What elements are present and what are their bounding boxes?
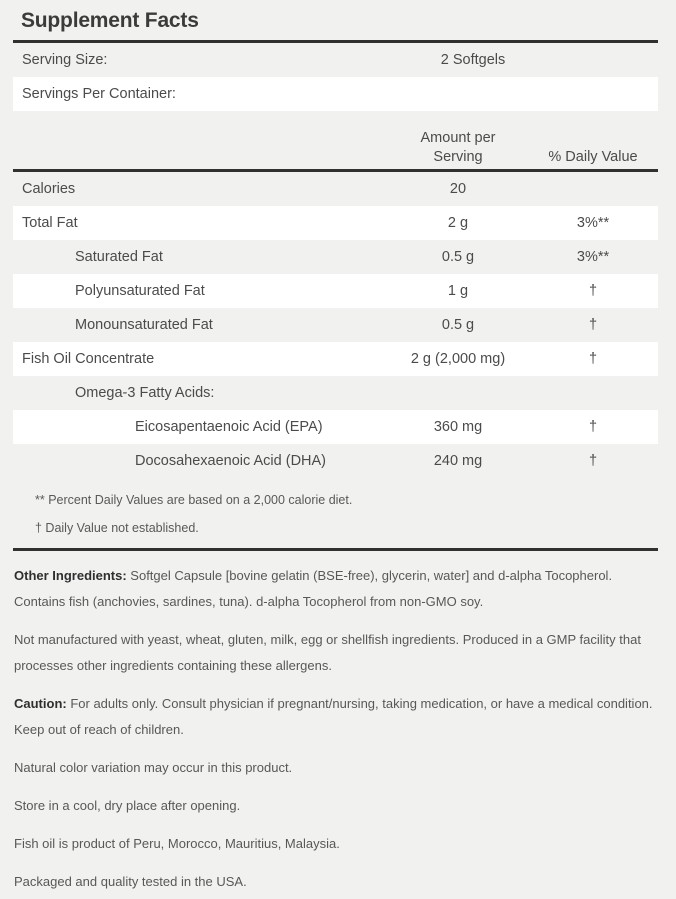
table-row bbox=[13, 444, 658, 478]
paragraph-text: Store in a cool, dry place after opening. bbox=[14, 798, 241, 813]
amount-per-serving-line2: Serving bbox=[433, 149, 483, 165]
nutrient-amount: 20 bbox=[449, 181, 467, 197]
nutrient-amount: 0.5 g bbox=[441, 317, 475, 333]
column-headers bbox=[13, 111, 658, 169]
paragraph-text: For adults only. Consult physician if pregnant/nursing, taking medication, or have a medical condition. Keep out of reach of children. bbox=[14, 696, 653, 737]
daily-value-header: % Daily Value bbox=[548, 149, 638, 165]
paragraph-text: Not manufactured with yeast, wheat, gluten, milk, egg or shellfish ingredients. Produced in a GMP facility that processes other ingredients containing these allergens. bbox=[14, 632, 641, 673]
paragraph-lead-label: Caution: bbox=[14, 696, 67, 711]
nutrient-amount: 0.5 g bbox=[441, 249, 475, 265]
table-row bbox=[13, 410, 658, 444]
table-row bbox=[13, 206, 658, 240]
nutrient-amount: 1 g bbox=[447, 283, 469, 299]
nutrient-amount: 360 mg bbox=[433, 419, 483, 435]
nutrient-daily-value: † bbox=[588, 283, 598, 299]
nutrient-daily-value: † bbox=[588, 453, 598, 469]
info-paragraph bbox=[13, 755, 663, 781]
amount-per-serving-header bbox=[388, 129, 528, 167]
nutrient-daily-value: † bbox=[588, 317, 598, 333]
info-paragraph bbox=[13, 793, 663, 819]
footnotes-section bbox=[13, 478, 658, 542]
serving-info-section bbox=[13, 43, 663, 111]
info-paragraph bbox=[13, 831, 663, 857]
nutrient-amount: 2 g bbox=[447, 215, 469, 231]
nutrient-name: Calories bbox=[22, 181, 76, 197]
table-row bbox=[13, 376, 658, 410]
nutrient-name: Eicosapentaenoic Acid (EPA) bbox=[135, 419, 323, 435]
footnote: ** Percent Daily Values are based on a 2,000 calorie diet. bbox=[35, 493, 353, 507]
info-paragraph bbox=[13, 869, 663, 895]
nutrient-name: Omega-3 Fatty Acids: bbox=[75, 385, 215, 401]
paragraph-text: Softgel Capsule [bovine gelatin (BSE-free), glycerin, water] and d-alpha Tocopherol. Contains fish (anchovies, sardines, tuna). d-alpha Tocopherol from non-GMO soy. bbox=[14, 568, 613, 609]
nutrient-amount: 2 g (2,000 mg) bbox=[410, 351, 506, 367]
nutrient-daily-value: 3%** bbox=[576, 215, 610, 231]
info-paragraph bbox=[13, 691, 663, 743]
additional-info-section bbox=[13, 551, 663, 895]
info-paragraph bbox=[13, 627, 663, 679]
nutrient-name: Polyunsaturated Fat bbox=[75, 283, 205, 299]
nutrient-name: Monounsaturated Fat bbox=[75, 317, 213, 333]
nutrient-amount: 240 mg bbox=[433, 453, 483, 469]
paragraph-text: Fish oil is product of Peru, Morocco, Mauritius, Malaysia. bbox=[14, 836, 340, 851]
nutrient-table bbox=[13, 172, 663, 478]
table-row bbox=[13, 308, 658, 342]
paragraph-text: Packaged and quality tested in the USA. bbox=[14, 874, 247, 889]
table-row bbox=[13, 240, 658, 274]
serving-info-label: Serving Size: bbox=[22, 52, 108, 68]
paragraph-lead-label: Other Ingredients: bbox=[14, 568, 127, 583]
serving-info-row bbox=[13, 43, 658, 77]
amount-per-serving-line1: Amount per bbox=[420, 130, 496, 146]
serving-info-row bbox=[13, 77, 658, 111]
table-row bbox=[13, 274, 658, 308]
page-title: Supplement Facts bbox=[21, 9, 199, 32]
nutrient-name: Docosahexaenoic Acid (DHA) bbox=[135, 453, 327, 469]
serving-info-value: 2 Softgels bbox=[440, 52, 506, 68]
serving-info-label: Servings Per Container: bbox=[22, 86, 176, 102]
info-paragraph bbox=[13, 563, 663, 615]
nutrient-name: Saturated Fat bbox=[75, 249, 163, 265]
table-row bbox=[13, 172, 658, 206]
paragraph-text: Natural color variation may occur in this product. bbox=[14, 760, 293, 775]
nutrient-daily-value: 3%** bbox=[576, 249, 610, 265]
table-row bbox=[13, 342, 658, 376]
footnote: † Daily Value not established. bbox=[35, 521, 199, 535]
nutrient-name: Total Fat bbox=[22, 215, 78, 231]
nutrient-daily-value: † bbox=[588, 419, 598, 435]
nutrient-daily-value: † bbox=[588, 351, 598, 367]
nutrient-name: Fish Oil Concentrate bbox=[22, 351, 155, 367]
